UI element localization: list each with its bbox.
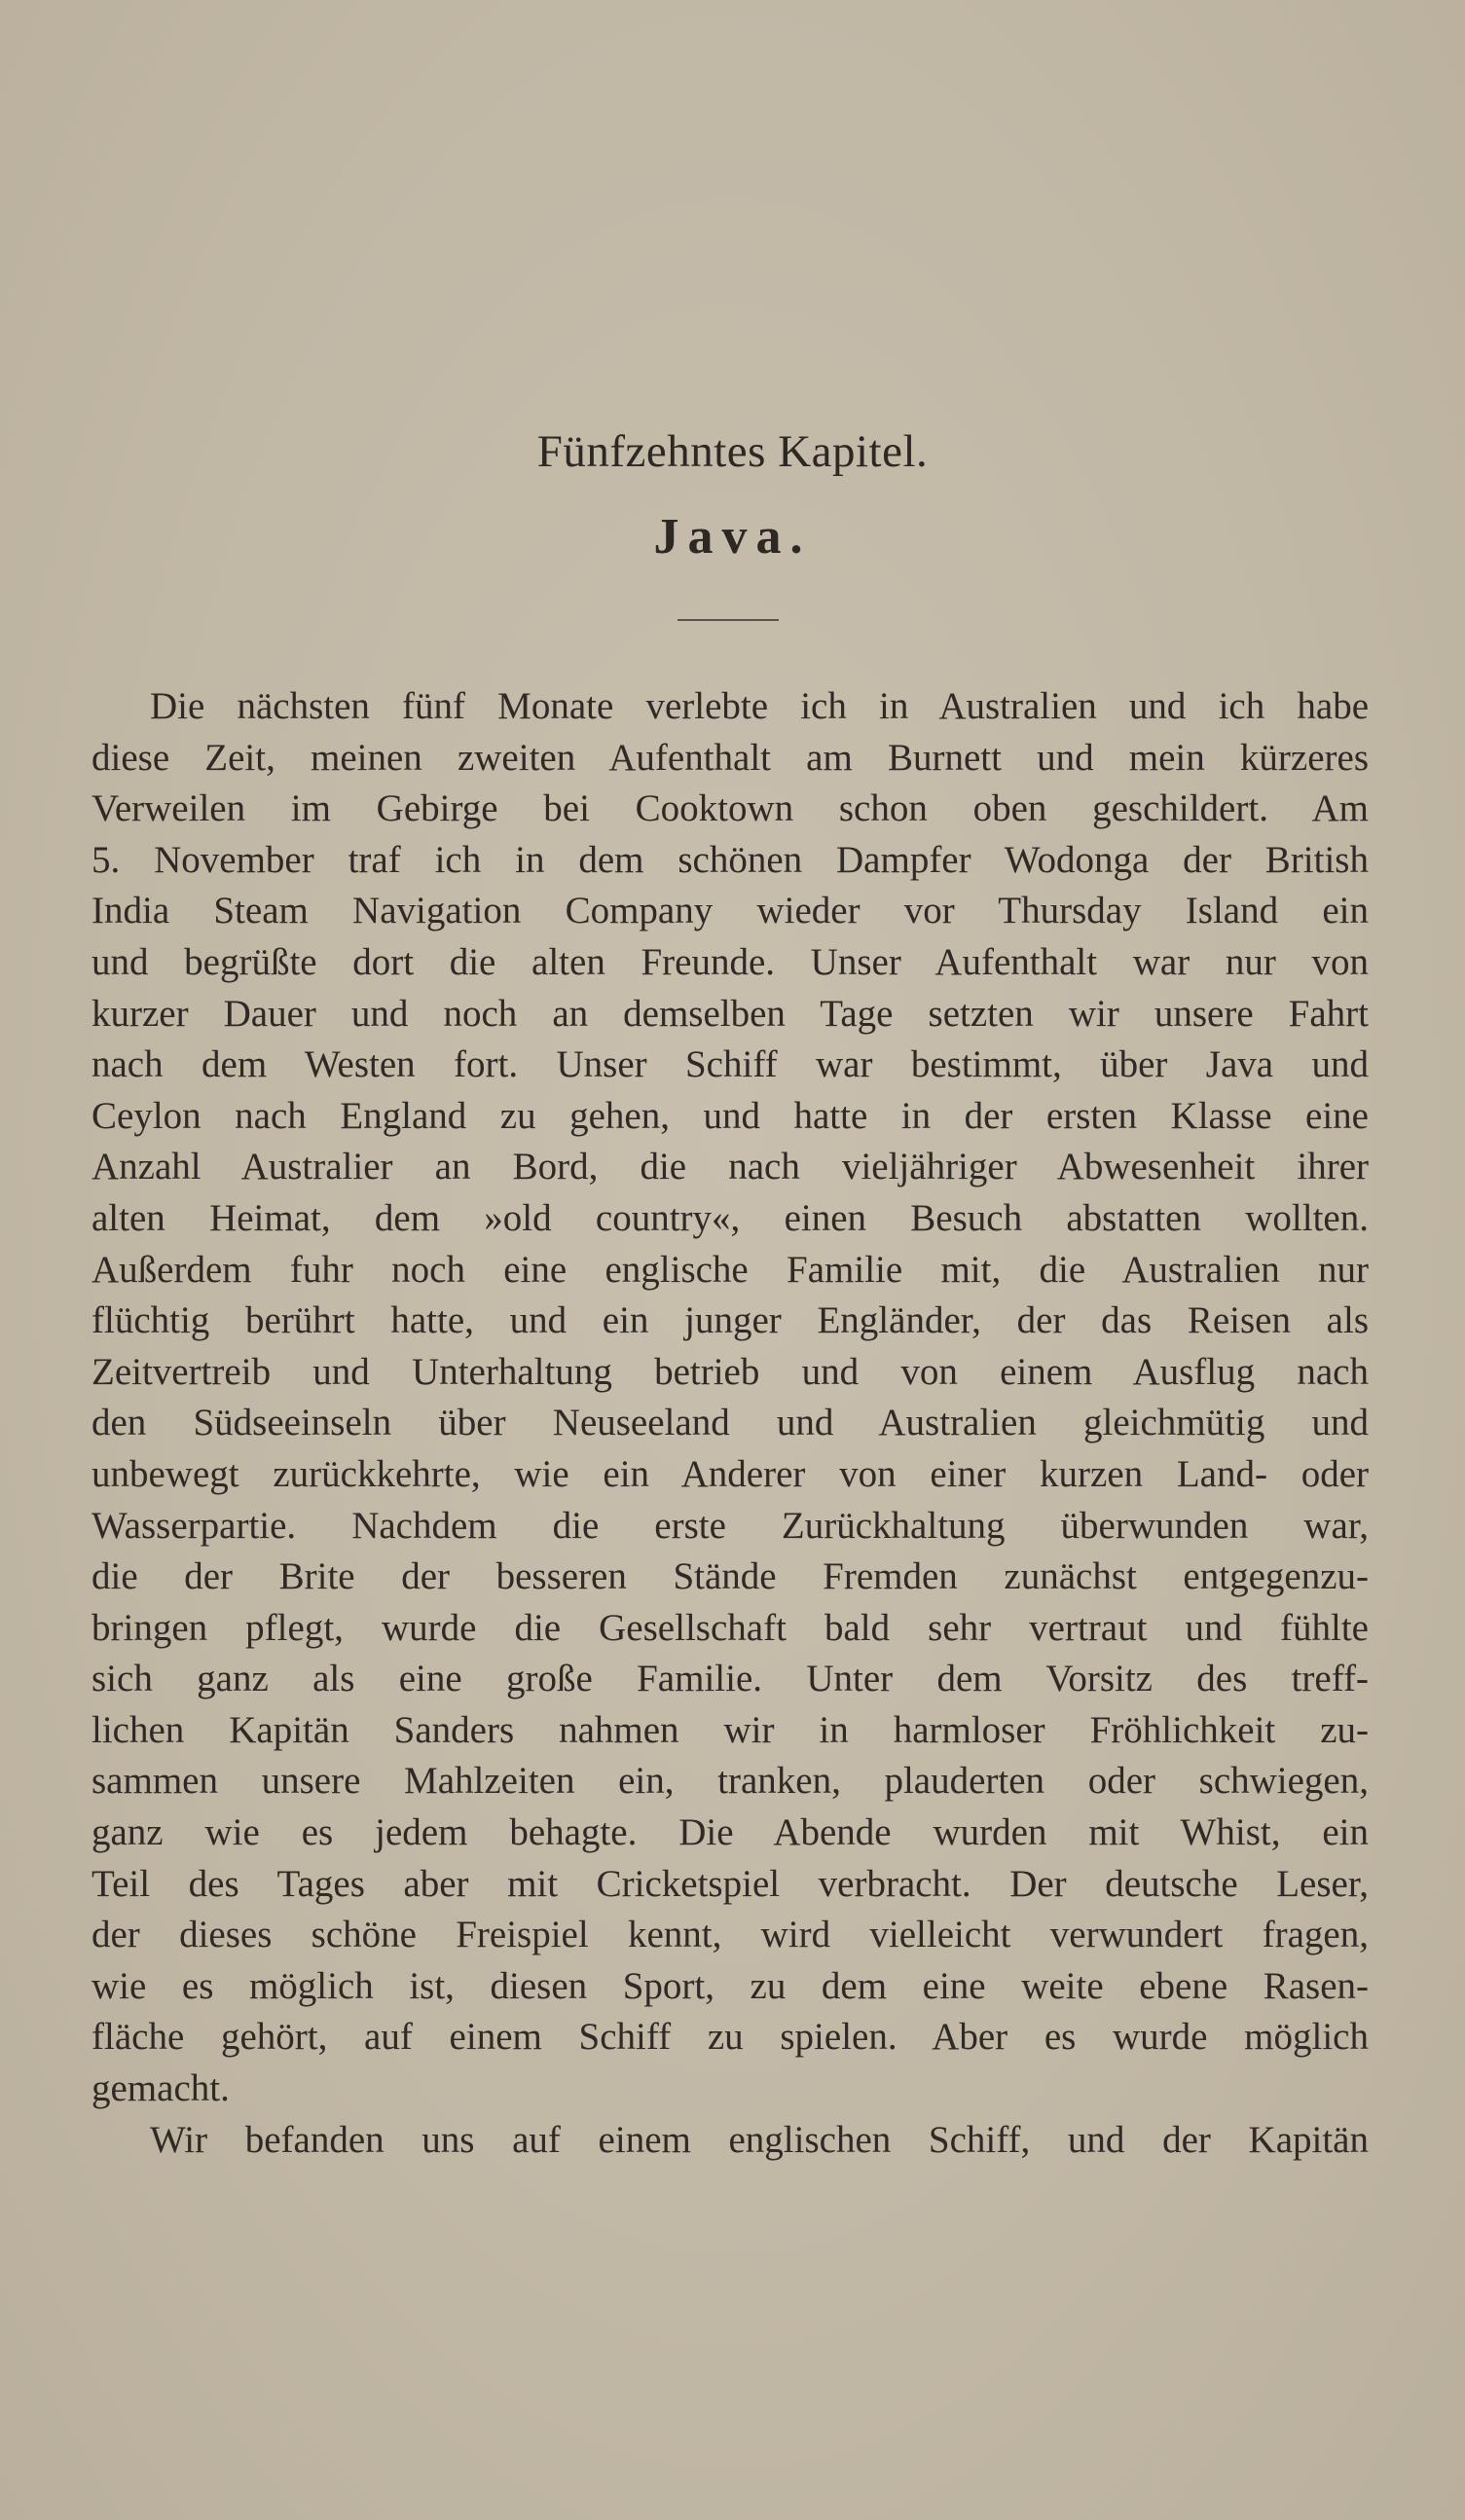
chapter-heading: Fünfzehntes Kapitel.: [536, 426, 929, 477]
text-line: bringen pflegt, wurde die Gesellschaft bald sehr vertraut und fühlte: [92, 1606, 1369, 1649]
text-line: den Südseeinseln über Neuseeland und Australien gleichmütig und: [92, 1402, 1369, 1444]
text-line: flüchtig berührt hatte, und ein junger Engländer, der das Reisen als: [92, 1299, 1369, 1342]
text-line: Wir befanden uns auf einem englischen Schiff, und der Kapitän: [150, 2118, 1369, 2161]
text-line: sammen unsere Mahlzeiten ein, tranken, plauderten oder schwiegen,: [92, 1760, 1369, 1803]
text-line: nach dem Westen fort. Unser Schiff war bestimmt, über Java und: [92, 1043, 1369, 1086]
text-line: ganz wie es jedem behagte. Die Abende wurden mit Whist, ein: [92, 1811, 1369, 1854]
text-line: Teil des Tages aber mit Cricketspiel verbracht. Der deutsche Leser,: [92, 1862, 1369, 1905]
text-line: Verweilen im Gebirge bei Cooktown schon oben geschildert. Am: [92, 787, 1369, 830]
text-line: wie es möglich ist, diesen Sport, zu dem eine weite ebene Rasen-: [92, 1964, 1369, 2007]
text-line: unbewegt zurückkehrte, wie ein Anderer von einer kurzen Land- oder: [92, 1452, 1369, 1495]
text-line: 5. November traf ich in dem schönen Dampfer Wodonga der British: [92, 838, 1369, 881]
text-line: fläche gehört, auf einem Schiff zu spielen. Aber es wurde möglich: [92, 2016, 1369, 2059]
text-line: die der Brite der besseren Stände Fremden zunächst entgegenzu-: [92, 1555, 1369, 1598]
body-text: [92, 681, 1369, 2166]
text-line: sich ganz als eine große Familie. Unter dem Vorsitz des treff-: [92, 1658, 1369, 1700]
text-line: Ceylon nach England zu gehen, und hatte in der ersten Klasse eine: [92, 1094, 1369, 1137]
text-line: Anzahl Australier an Bord, die nach vieljähriger Abwesenheit ihrer: [92, 1146, 1369, 1188]
text-line: der dieses schöne Freispiel kennt, wird vielleicht verwundert fragen,: [92, 1914, 1369, 1956]
text-line: Wasserpartie. Nachdem die erste Zurückhaltung überwunden war,: [92, 1504, 1369, 1547]
text-line: diese Zeit, meinen zweiten Aufenthalt am Burnett und mein kürzeres: [92, 736, 1369, 779]
text-line: Außerdem fuhr noch eine englische Familie mit, die Australien nur: [92, 1248, 1369, 1291]
title-divider: [678, 619, 779, 621]
text-line: kurzer Dauer und noch an demselben Tage setzten wir unsere Fahrt: [92, 992, 1369, 1035]
text-line: lichen Kapitän Sanders nahmen wir in harmloser Fröhlichkeit zu-: [92, 1708, 1369, 1751]
text-line: Zeitvertreib und Unterhaltung betrieb und von einem Ausflug nach: [92, 1350, 1369, 1393]
text-line: und begrüßte dort die alten Freunde. Unser Aufenthalt war nur von: [92, 940, 1369, 983]
text-line: India Steam Navigation Company wieder vor Thursday Island ein: [92, 890, 1369, 932]
text-line: alten Heimat, dem »old country«, einen Besuch abstatten wollten.: [92, 1196, 1369, 1239]
text-line: Die nächsten fünf Monate verlebte ich in Australien und ich habe: [150, 685, 1369, 727]
text-line: gemacht.: [92, 2067, 230, 2110]
chapter-title: Java.: [653, 509, 812, 565]
